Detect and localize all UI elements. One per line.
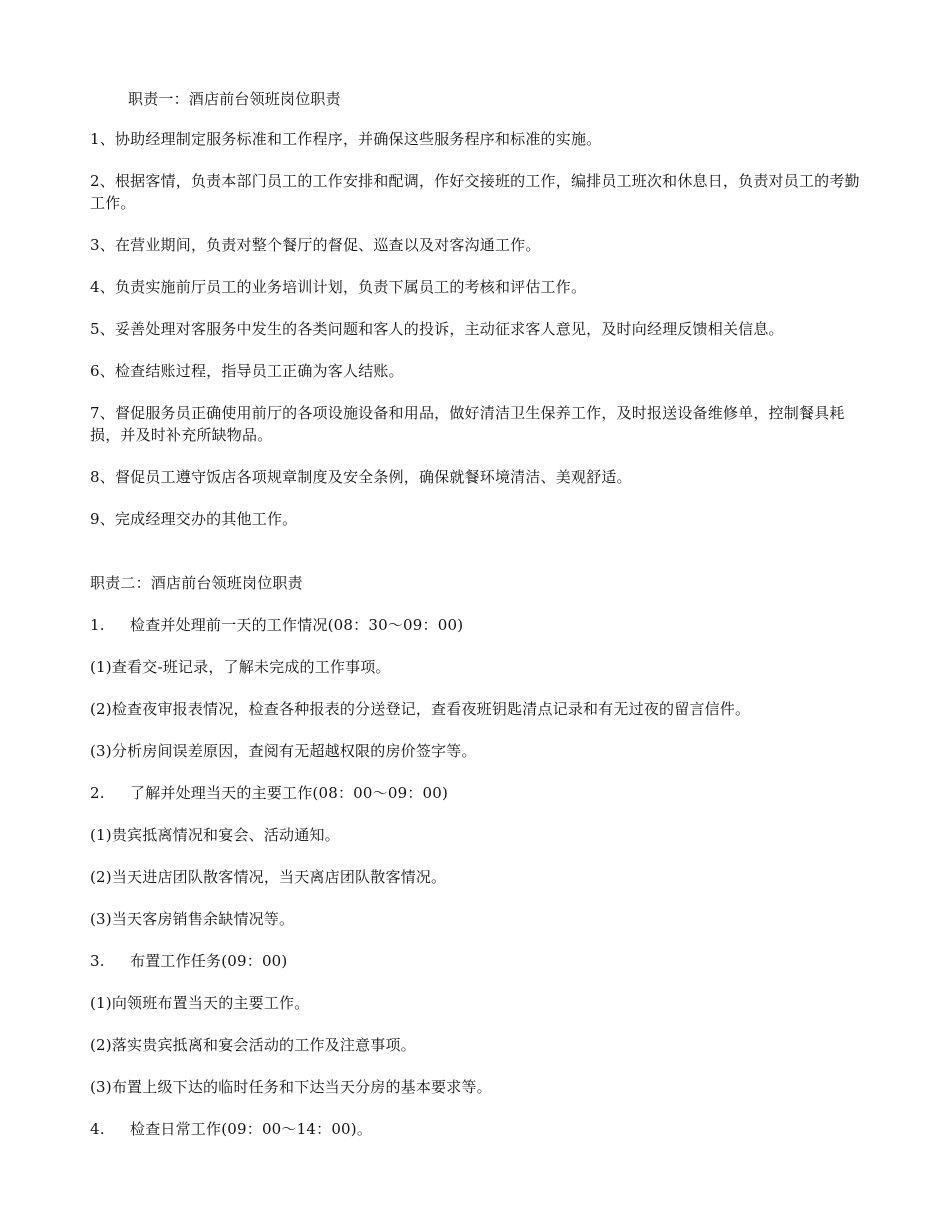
section-2-step-1	[90, 614, 860, 636]
step-number: 2.	[90, 784, 105, 802]
section-1-item-8: 8、督促员工遵守饭店各项规章制度及安全条例，确保就餐环境清洁、美观舒适。	[90, 468, 632, 486]
step-text: 了解并处理当天的主要工作(08：00～09：00)	[130, 784, 449, 802]
step-number: 4.	[90, 1120, 105, 1138]
step-number: 1.	[90, 616, 105, 634]
section-1-item-5: 5、妥善处理对客服务中发生的各类问题和客人的投诉，主动征求客人意见，及时向经理反馈相关信息。	[90, 320, 784, 338]
section-1-item-9: 9、完成经理交办的其他工作。	[90, 510, 298, 528]
section-1-item-2: 2、根据客情，负责本部门员工的工作安排和配调，作好交接班的工作，编排员工班次和休息日，负责对员工的考勤工作。	[90, 172, 860, 212]
section-2-step-3-sub-1: (1)向领班布置当天的主要工作。	[90, 994, 310, 1012]
section-1-item-7: 7、督促服务员正确使用前厅的各项设施设备和用品，做好清洁卫生保养工作，及时报送设备维修单，控制餐具耗损，并及时补充所缺物品。	[90, 404, 845, 444]
section-2-step-4	[90, 1118, 860, 1140]
section-2-step-2-sub-1: (1)贵宾抵离情况和宴会、活动通知。	[90, 826, 340, 844]
section-1-item-6: 6、检查结账过程，指导员工正确为客人结账。	[90, 362, 404, 380]
section-2-step-2-sub-2: (2)当天进店团队散客情况，当天离店团队散客情况。	[90, 868, 447, 886]
section-2-step-1-sub-2: (2)检查夜审报表情况，检查各种报表的分送登记，查看夜班钥匙清点记录和有无过夜的留言信件。	[90, 700, 751, 718]
step-text: 布置工作任务(09：00)	[130, 952, 288, 970]
section-2-step-3-sub-2: (2)落实贵宾抵离和宴会活动的工作及注意事项。	[90, 1036, 416, 1054]
section-2-title: 职责二：酒店前台领班岗位职责	[90, 574, 303, 592]
section-2-step-1-sub-3: (3)分析房间误差原因，查阅有无超越权限的房价签字等。	[90, 742, 477, 760]
section-1-item-1: 1、协助经理制定服务标准和工作程序，并确保这些服务程序和标准的实施。	[90, 130, 602, 148]
section-2-step-2-sub-3: (3)当天客房销售余缺情况等。	[90, 910, 295, 928]
step-text: 检查日常工作(09：00～14：00)。	[130, 1120, 373, 1138]
step-text: 检查并处理前一天的工作情况(08：30～09：00)	[130, 616, 464, 634]
section-2-step-3	[90, 950, 860, 972]
section-2-step-3-sub-3: (3)布置上级下达的临时任务和下达当天分房的基本要求等。	[90, 1078, 492, 1096]
section-1-item-4: 4、负责实施前厅员工的业务培训计划，负责下属员工的考核和评估工作。	[90, 278, 587, 296]
section-2-step-2	[90, 782, 860, 804]
section-1-item-3: 3、在营业期间，负责对整个餐厅的督促、巡查以及对客沟通工作。	[90, 236, 541, 254]
section-1-title: 职责一：酒店前台领班岗位职责	[128, 90, 341, 108]
section-2-step-1-sub-1: (1)查看交-班记录，了解未完成的工作事项。	[90, 658, 391, 676]
step-number: 3.	[90, 952, 105, 970]
